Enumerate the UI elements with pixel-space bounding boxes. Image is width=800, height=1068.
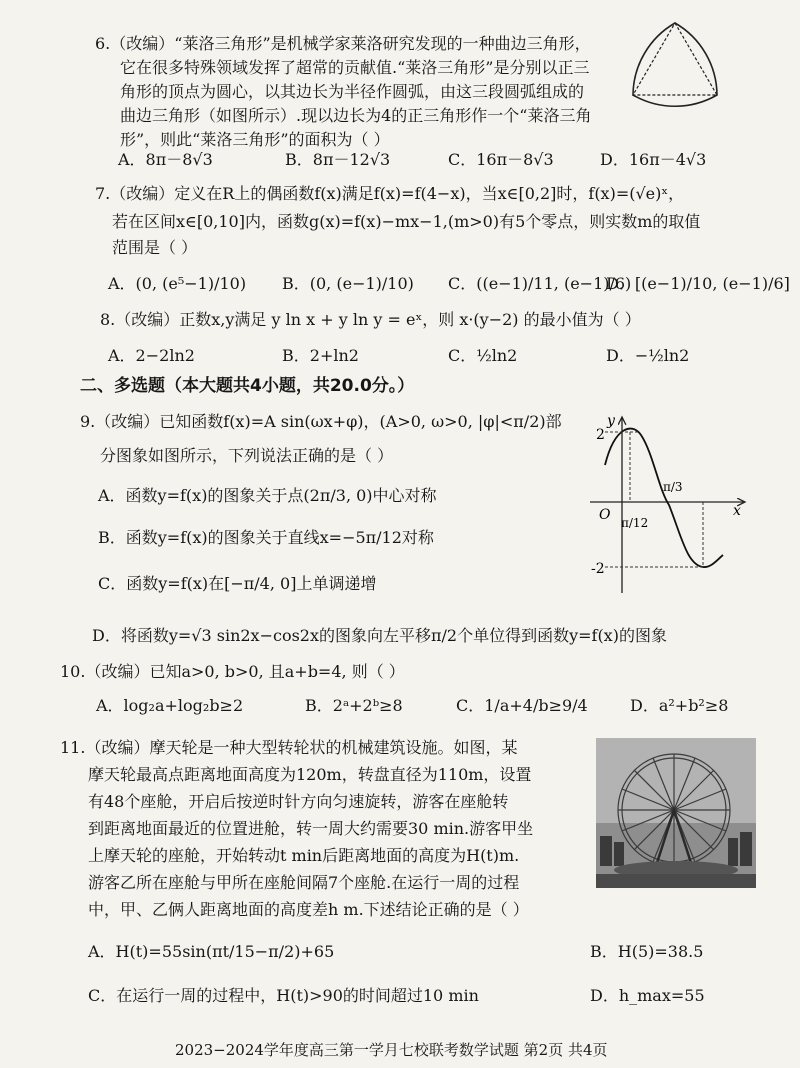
q8-option-d: D．−½ln2 xyxy=(606,346,690,365)
q9-option-c: C．函数y=f(x)在[−π/4, 0]上单调递增 xyxy=(98,574,377,593)
q7-option-d: D．[(e−1)/10, (e−1)/6] xyxy=(606,274,790,293)
q7-option-c: C．((e−1)/11, (e−1)/6) xyxy=(448,274,632,293)
q6-line-2: 它在很多特殊领域发挥了超常的贡献值.“莱洛三角形”是分别以正三 xyxy=(120,58,590,77)
q6-line-3: 角形的顶点为圆心，以其边长为半径作圆弧，由这三段圆弧组成的 xyxy=(120,82,585,101)
q7-line-2: 若在区间x∈[0,10]内，函数g(x)=f(x)−mx−1,(m>0)有5个零点，则实数m的取值 xyxy=(112,212,701,231)
q8-option-a: A．2−2ln2 xyxy=(108,346,195,365)
q7-option-b: B．(0, (e−1)/10) xyxy=(282,274,414,293)
max-label: 2 xyxy=(596,427,605,443)
min-label: -2 xyxy=(591,561,605,577)
q6-line-4: 曲边三角形（如图所示）.现以边长为4的正三角形作一个“莱洛三角 xyxy=(120,106,592,125)
q11-option-a: A．H(t)=55sin(πt/15−π/2)+65 xyxy=(88,942,335,961)
q10-option-b: B．2ᵃ+2ᵇ≥8 xyxy=(305,696,403,715)
q8-option-c: C．½ln2 xyxy=(448,346,518,365)
q6-option-a: A．8π－8√3 xyxy=(118,150,213,169)
q11-line-4: 到距离地面最近的位置进舱，转一周大约需要30 min.游客甲坐 xyxy=(88,819,534,838)
q6-line-5: 形”，则此“莱洛三角形”的面积为（ ） xyxy=(120,130,390,149)
q11-line-2: 摩天轮最高点距离地面高度为120m，转盘直径为110m，设置 xyxy=(88,765,532,784)
q10-option-a: A．log₂a+log₂b≥2 xyxy=(96,696,244,715)
q11-line-3: 有48个座舱，开启后按逆时针方向匀速旋转，游客在座舱转 xyxy=(88,792,509,811)
section-2-title: 二、多选题（本大题共4小题，共20.0分。） xyxy=(80,376,415,396)
ferris-wheel-photo xyxy=(596,738,756,888)
q6-option-d: D．16π－4√3 xyxy=(600,150,707,169)
reuleaux-triangle-figure xyxy=(625,15,725,115)
q9-option-b: B．函数y=f(x)的图象关于直线x=−5π/12对称 xyxy=(98,528,434,547)
q11-line-6: 游客乙所在座舱与甲所在座舱间隔7个座舱.在运行一周的过程 xyxy=(88,873,520,892)
q7-line-3: 范围是（ ） xyxy=(112,238,198,257)
sine-curve xyxy=(605,429,723,568)
q10-option-c: C．1/a+4/b≥9/4 xyxy=(456,696,588,715)
q11-option-d: D．h_max=55 xyxy=(590,986,705,1005)
q11-line-1: 11.（改编）摩天轮是一种大型转轮状的机械建筑设施。如图，某 xyxy=(60,738,518,757)
origin-label: O xyxy=(599,507,611,523)
q11-option-b: B．H(5)=38.5 xyxy=(590,942,704,961)
y-axis-label: y xyxy=(607,413,615,429)
q10-option-d: D．a²+b²≥8 xyxy=(630,696,729,715)
q8-line: 8.（改编）正数x,y满足 y ln x + y ln y = eˣ，则 x·(y−2) 的最小值为（ ） xyxy=(100,310,641,329)
q6-option-c: C．16π－8√3 xyxy=(448,150,554,169)
q11-line-5: 上摩天轮的座舱，开始转动t min后距离地面的高度为H(t)m. xyxy=(88,846,520,865)
q9-line-1: 9.（改编）已知函数f(x)=A sin(ωx+φ)，(A>0, ω>0, |φ|<π/2)部 xyxy=(80,412,562,431)
x2-tick-label: π/3 xyxy=(663,480,683,494)
x1-tick-label: π/12 xyxy=(621,516,649,530)
q9-option-d: D．将函数y=√3 sin2x−cos2x的图象向左平移π/2个单位得到函数y=f(x)的图象 xyxy=(92,626,667,645)
q9-line-2: 分图象如图所示，下列说法正确的是（ ） xyxy=(100,446,394,465)
q7-line-1: 7.（改编）定义在R上的偶函数f(x)满足f(x)=f(4−x)，当x∈[0,2]时，f(x)=(√e)ˣ， xyxy=(95,184,685,203)
q11-line-7: 中，甲、乙俩人距离地面的高度差h m.下述结论正确的是（ ） xyxy=(88,900,529,919)
q6-line-1: 6.（改编）“莱洛三角形”是机械学家莱洛研究发现的一种曲边三角形， xyxy=(95,34,591,53)
q11-option-c: C．在运行一周的过程中，H(t)>90的时间超过10 min xyxy=(88,986,479,1005)
x-axis-label: x xyxy=(733,503,741,519)
q7-option-a: A．(0, (e⁵−1)/10) xyxy=(108,274,247,293)
q10-line: 10.（改编）已知a>0, b>0, 且a+b=4, 则（ ） xyxy=(60,662,405,681)
page-footer: 2023−2024学年度高三第一学月七校联考数学试题 第2页 共4页 xyxy=(175,1041,608,1059)
q6-option-b: B．8π－12√3 xyxy=(285,150,391,169)
q8-option-b: B．2+ln2 xyxy=(282,346,359,365)
sine-graph-figure xyxy=(585,405,755,600)
q9-option-a: A．函数y=f(x)的图象关于点(2π/3, 0)中心对称 xyxy=(98,486,437,505)
